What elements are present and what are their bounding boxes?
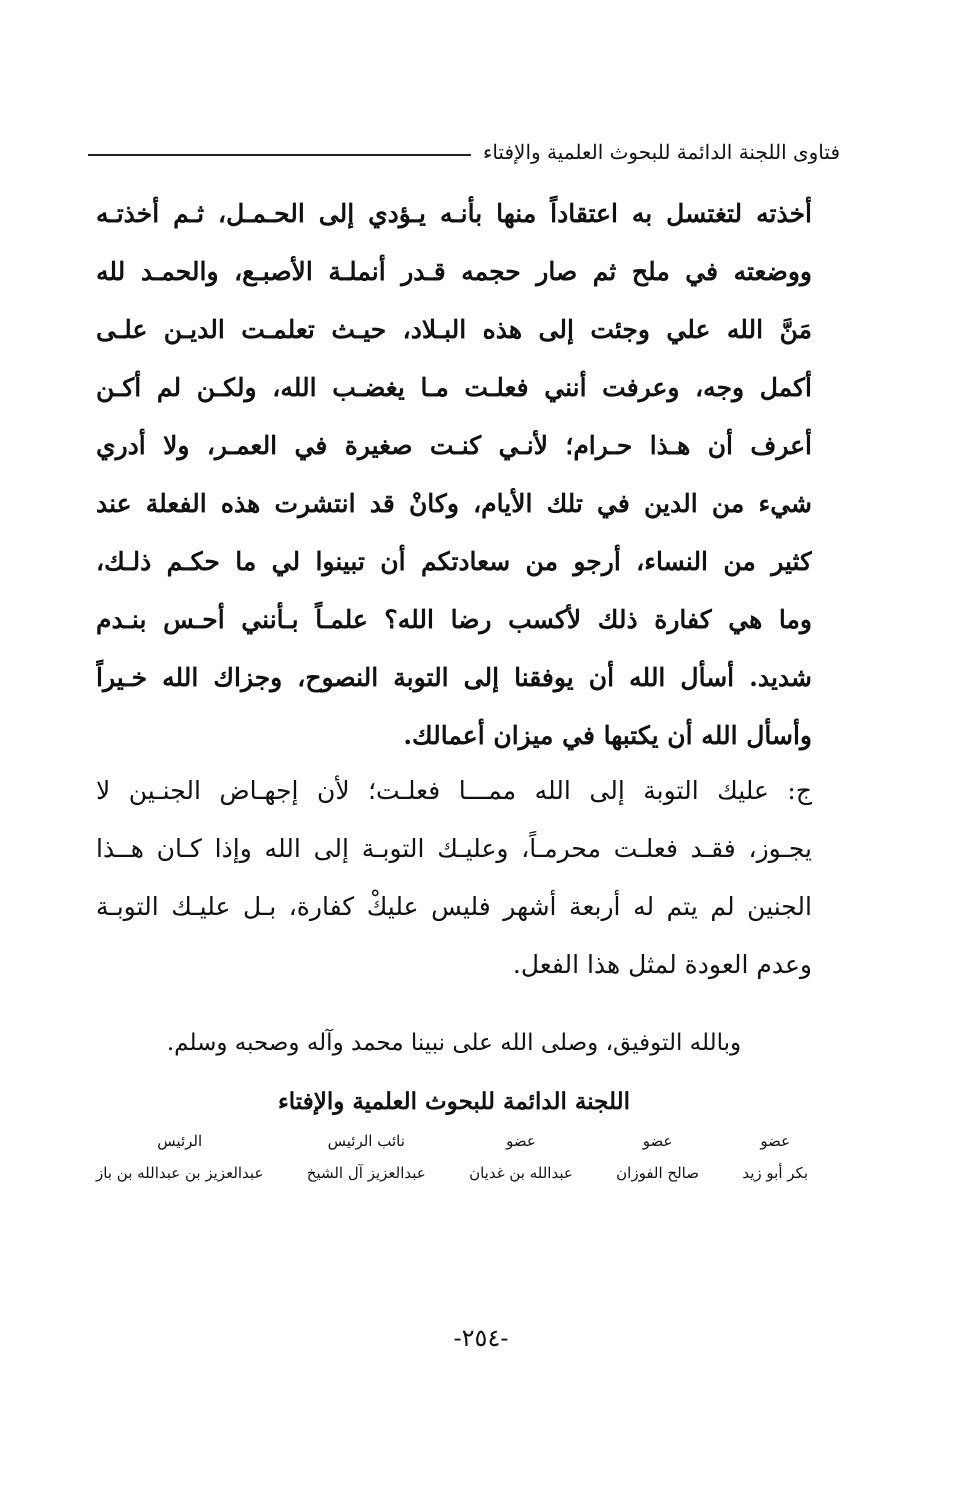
committee-members	[96, 1126, 808, 1190]
answer-line: الجنين لم يتم له أربعة أشهر فليس عليكْ كفارة، بـل عليـك التوبـة	[96, 892, 812, 921]
member-name: عبدالله بن غديان	[469, 1164, 573, 1182]
question-line: وما هي كفارة ذلك لأكسب رضا الله؟ علمـاً بـأنني أحـس بنـدم	[96, 605, 812, 634]
member-role: عضو	[642, 1132, 673, 1150]
member-role: نائب الرئيس	[327, 1132, 405, 1150]
member-name: صالح الفوزان	[616, 1164, 699, 1182]
question-line: أخذته لتغتسل به اعتقاداً منها بأنـه يـؤدي إلى الحـمـل، ثـم أخذتـه	[96, 199, 812, 228]
question-line: وأسأل الله أن يكتبها في ميزان أعمالك.	[403, 721, 812, 750]
committee-name: اللجنة الدائمة للبحوث العلمية والإفتاء	[277, 1088, 631, 1115]
member-role: الرئيس	[157, 1132, 203, 1150]
closing-statement: وبالله التوفيق، وصلى الله على نبينا محمد وآله وصحبه وسلم.	[166, 1030, 742, 1056]
answer-line: ج: عليك التوبة إلى الله ممـــا فعلـت؛ لأن إجهـاض الجنـين لا	[96, 776, 812, 805]
question-line: شديد. أسأل الله أن يوفقنا إلى التوبة النصوح، وجزاك الله خـيراً	[96, 663, 812, 692]
header-title: فتاوى اللجنة الدائمة للبحوث العلمية والإفتاء	[482, 140, 840, 164]
member-entry	[469, 1126, 573, 1190]
question-line: أعرف أن هـذا حـرام؛ لأنـي كنـت صغيرة في العمـر، ولا أدري	[96, 431, 812, 460]
question-line: أكمل وجه، وعرفت أنني فعلـت مـا يغضـب الله، ولكـن لم أكـن	[96, 373, 812, 402]
member-role: عضو	[760, 1132, 791, 1150]
question-text	[96, 185, 812, 765]
question-line: كثير من النساء، أرجو من سعادتكم أن تبينوا لي ما حكـم ذلـك،	[96, 547, 812, 576]
member-entry	[96, 1126, 263, 1190]
question-line: مَنَّ الله علي وجئت إلى هذه البـلاد، حيـث تعلمـت الديـن علـى	[96, 315, 812, 344]
member-name: عبدالعزيز بن عبدالله بن باز	[96, 1164, 264, 1182]
answer-line: يجـوز، فقـد فعلـت محرمـاً، وعليـك التوبـة إلى الله وإذا كـان هــذا	[96, 834, 812, 863]
question-line: شيء من الدين في تلك الأيام، وكانْ قد انتشرت هذه الفعلة عند	[96, 489, 812, 518]
answer-line: وعدم العودة لمثل هذا الفعل.	[512, 950, 812, 979]
page-number: -٢٥٤-	[453, 1324, 509, 1352]
question-line: ووضعته في ملح ثم صار حجمه قـدر أنملـة الأصبـع، والحمـد لله	[96, 257, 812, 286]
member-entry	[616, 1126, 699, 1190]
member-entry	[742, 1126, 808, 1190]
member-name: بكر أبو زيد	[742, 1164, 808, 1182]
header-rule	[88, 154, 471, 156]
member-entry	[307, 1126, 426, 1190]
member-name: عبدالعزيز آل الشيخ	[306, 1164, 426, 1182]
answer-text	[96, 762, 812, 994]
running-header	[88, 132, 840, 172]
member-role: عضو	[506, 1132, 536, 1150]
